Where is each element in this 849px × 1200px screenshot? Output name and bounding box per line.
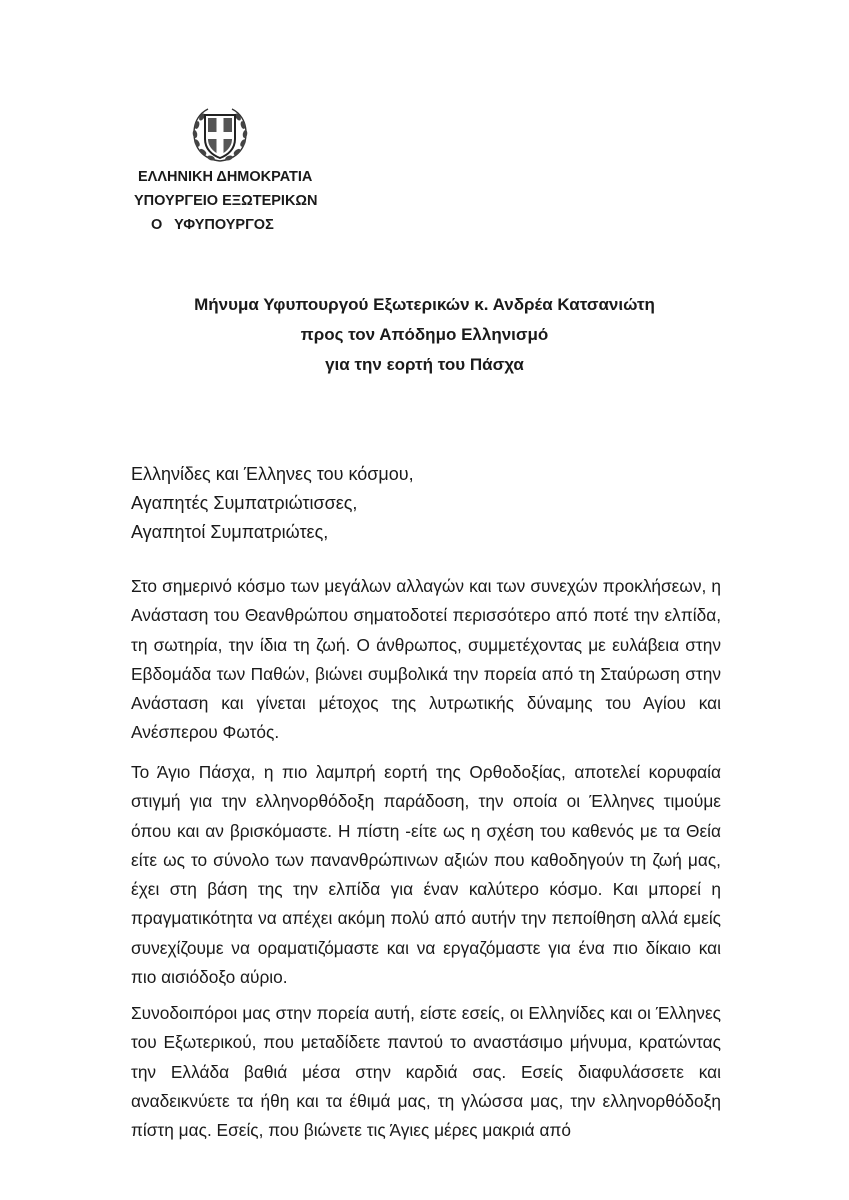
title-line-1: Μήνυμα Υφυπουργού Εξωτερικών κ. Ανδρέα Κατσανιώτη: [194, 295, 655, 314]
body-paragraph-2: Το Άγιο Πάσχα, η πιο λαμπρή εορτή της Ορθοδοξίας, αποτελεί κορυφαία στιγμή για την ελληνορθόδοξη παράδοση, την οποία οι Έλληνες τιμούμε όπου και αν βρισκόμαστε. Η πίστη -είτε ως η σχέση του καθενός με τα Θεία είτε ως το σύνολο των πανανθρώπινων αξιών που καθοδηγούν τη ζωή μας, έχει στη βάση της την ελπίδα για έναν καλύτερο κόσμο. Και μπορεί η πραγματικότητα να απέχει ακόμη πολύ από αυτήν την πεποίθηση αλλά εμείς συνεχίζουμε να οραματιζόμαστε και να εργαζόμαστε για ένα πιο δίκαιο και πιο αισιόδοξο αύριο.: [131, 762, 721, 988]
document-title: [0, 290, 849, 380]
title-line-2: προς τον Απόδημο Ελληνισμό: [300, 325, 549, 344]
header-ministry: ΥΠΟΥΡΓΕΙΟ ΕΞΩΤΕΡΙΚΩΝ: [134, 193, 318, 209]
title-line-3: για την εορτή του Πάσχα: [325, 355, 524, 374]
body-paragraph-1: Στο σημερινό κόσμο των μεγάλων αλλαγών και των συνεχών προκλήσεων, η Ανάσταση του Θεανθρώπου σηματοδοτεί περισσότερο από ποτέ την ελπίδα, τη σωτηρία, την ίδια τη ζωή. Ο άνθρωπος, συμμετέχοντας με ευλάβεια στην Εβδομάδα των Παθών, βιώνει συμβολικά την πορεία από τη Σταύρωση στην Ανάσταση και γίνεται μέτοχος της λυτρωτικής δύναμης του Αγίου και Ανέσπερου Φωτός.: [131, 576, 721, 743]
header-office: Ο ΥΦΥΠΟΥΡΓΟΣ: [151, 217, 274, 233]
salutation: [131, 460, 414, 547]
header-country: ΕΛΛΗΝΙΚΗ ΔΗΜΟΚΡΑΤΙΑ: [138, 169, 313, 185]
ministry-header: [130, 165, 318, 237]
salutation-line-2: Αγαπητές Συμπατριώτισσες,: [131, 493, 358, 513]
salutation-line-3: Αγαπητοί Συμπατριώτες,: [131, 522, 329, 542]
body-paragraph-3: Συνοδοιπόροι μας στην πορεία αυτή, είστε εσείς, οι Ελληνίδες και οι Έλληνες του Εξωτερικού, που μεταδίδετε παντού το αναστάσιμο μήνυμα, κρατώντας την Ελλάδα βαθιά μέσα στην καρδιά σας. Εσείς διαφυλάσσετε και αναδεικνύετε τα ήθη και τα έθιμά μας, τη γλώσσα μας, την ελληνορθόδοξη πίστη μας. Εσείς, που βιώνετε τις Άγιες μέρες μακριά από: [131, 1003, 721, 1141]
greek-coat-of-arms-icon: [188, 103, 252, 167]
salutation-line-1: Ελληνίδες και Έλληνες του κόσμου,: [131, 464, 414, 484]
